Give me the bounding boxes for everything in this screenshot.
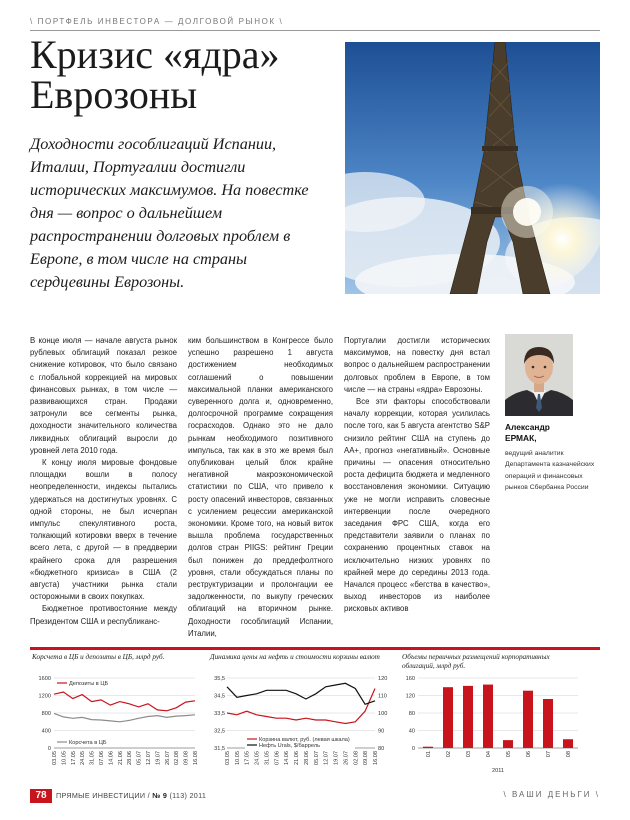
chart-oil-basket [207, 664, 392, 778]
bar [503, 740, 513, 748]
x-tick-label: 07 [546, 751, 552, 758]
section-tag: \ ПОРТФЕЛЬ ИНВЕСТОРА — ДОЛГОВОЙ РЫНОК \ [30, 17, 284, 26]
x-tick-label: 12.07 [146, 751, 152, 765]
y-left-tick-label: 33,5 [214, 711, 225, 717]
bar [523, 691, 533, 748]
x-tick-label: 21.06 [294, 751, 301, 765]
x-tick-label: 21.06 [117, 751, 124, 765]
charts-divider [30, 647, 600, 650]
author-role: ведущий аналитик Департамента казначейских операций и финансовых рынков Сбербанка России [505, 450, 595, 491]
article-column-3 [344, 335, 490, 616]
x-tick-label: 02.08 [353, 751, 360, 765]
article-paragraph: Все эти факторы способствовали началу коррекции, которая усилилась после того, как 5 августа агентство S&P снизило рейтинг США на ступень до АА+, прогноз «негативный». Основные причины — опасения относительно роста дефицита бюджета и медленного восстановления экономики. Ситуацию уже не могли исправить словесные интервенции после очередного заседания ФРС США, когда его представители заявили о планах по сохранению процентных ставок на исключительно низких уровнях по крайней мере до середины 2013 года. Начался процесс «бегства в качество», выход инвесторов из наиболее рисковых активов [344, 397, 490, 614]
series-line-0 [227, 689, 375, 724]
article-paragraph: Бюджетное противостояние между Президентом США и республиканс- [30, 604, 177, 626]
legend-label: Депозиты в ЦБ [69, 681, 109, 687]
article-paragraph: К концу июля мировые фондовые площадки вошли в полосу неопределенности, индексы пытались удержаться на достигнутых уровнях. С одной стороны, не был исчерпан импульс спекулятивного роста, толкающий котировки вверх в течение всего лета, с другой — в преддверии крайнего срока для разрешения «бюджетного кризиса» в США (2 августа) участники рынка стали осторожными в своих покупках. [30, 458, 177, 602]
publication-info [56, 791, 206, 800]
x-tick-label: 09.08 [363, 751, 370, 765]
y-right-tick-label: 120 [378, 676, 388, 682]
y-tick-label: 120 [405, 693, 415, 700]
y-tick-label: 40 [408, 728, 415, 735]
series-line-1 [54, 713, 195, 721]
x-tick-label: 28.06 [127, 751, 134, 765]
author-first-name: Александр [505, 422, 550, 432]
x-tick-label: 01 [426, 751, 432, 758]
article-column-1 [30, 335, 177, 628]
legend-label: Корсчета в ЦБ [69, 740, 107, 746]
x-tick-label: 17.05 [244, 751, 251, 765]
x-tick-label: 06 [526, 751, 532, 758]
x-tick-label: 08 [566, 751, 572, 758]
y-left-tick-label: 34,5 [214, 693, 225, 700]
y-tick-label: 0 [411, 746, 415, 752]
y-right-tick-label: 90 [378, 728, 385, 735]
x-tick-label: 12.07 [323, 751, 330, 765]
x-tick-label: 31.05 [264, 751, 271, 765]
article-paragraph: Португалии достигли исторических максимумов, на повестку дня встал вопрос о дальнейшем распространении долговых проблем в Европе, в том числе — на страны «ядра» Еврозоны. [344, 336, 490, 394]
x-tick-label: 05.07 [136, 751, 143, 765]
y-tick-label: 400 [41, 728, 51, 735]
author-name [505, 422, 600, 444]
y-left-tick-label: 32,5 [214, 728, 225, 735]
x-tick-label: 10.05 [234, 751, 241, 765]
page-title [30, 32, 330, 117]
page-number: 78 [30, 789, 52, 803]
y-right-tick-label: 110 [378, 693, 387, 700]
y-tick-label: 1200 [38, 693, 51, 700]
x-tick-label: 07.06 [274, 751, 281, 765]
series-line-1 [227, 683, 375, 704]
x-tick-label: 02.08 [174, 751, 181, 765]
chart-reserves-deposits [30, 664, 200, 778]
x-tick-label: 14.06 [108, 751, 115, 765]
x-tick-label: 19.07 [333, 751, 340, 765]
y-right-tick-label: 100 [378, 711, 388, 717]
y-left-tick-label: 35,5 [214, 676, 225, 682]
x-tick-label: 10.05 [61, 751, 68, 765]
eiffel-tower-illustration [345, 42, 600, 294]
bar [483, 685, 493, 748]
section-footer: \ ВАШИ ДЕНЬГИ \ [503, 790, 600, 799]
x-tick-label: 02 [446, 751, 452, 758]
x-tick-label: 26.07 [164, 751, 171, 765]
x-tick-label: 16.08 [193, 751, 199, 765]
x-tick-label: 19.07 [155, 751, 162, 765]
issue-number: № 9 [152, 791, 168, 800]
x-tick-label: 31.05 [89, 751, 96, 765]
x-tick-label: 05 [506, 751, 512, 758]
x-tick-label: 03.05 [225, 751, 231, 765]
y-tick-label: 160 [405, 676, 415, 682]
x-tick-label: 24.05 [254, 751, 261, 765]
y-tick-label: 80 [408, 711, 415, 717]
title-line-1: Кризис «ядра» [30, 32, 280, 77]
bar [463, 686, 473, 748]
series-line-0 [54, 692, 195, 711]
x-tick-label: 26.07 [343, 751, 350, 765]
y-right-tick-label: 80 [378, 746, 385, 752]
bar [563, 739, 573, 748]
author-last-name: ЕРМАК, [505, 433, 537, 443]
section-divider [30, 30, 600, 31]
title-line-2: Еврозоны [30, 72, 198, 117]
bar [443, 687, 453, 748]
bar [543, 699, 553, 748]
x-tick-label: 17.05 [70, 751, 77, 765]
x-tick-label: 24.05 [80, 751, 87, 765]
chart-1-title: Корсчета в ЦБ и депозиты в ЦБ, млрд руб. [32, 653, 165, 661]
article-paragraph: В конце июля — начале августа рынок рублевых облигаций показал резкое снижение котировок, что было связано с глобальной коррекцией на мировых финансовых рынках, в том числе — развивающихся стран. Продажи затронули все сегменты рынка, доходности значительного количества ликвидных облигаций выросли до уровней лета 2010 года. [30, 336, 177, 455]
legend-label: Корзина валют, руб. (левая шкала) [259, 737, 350, 743]
x-tick-label: 16.08 [373, 751, 379, 765]
x-tick-label: 03.05 [52, 751, 58, 765]
author-portrait-illustration [505, 334, 573, 416]
lead-paragraph: Доходности гособлигаций Испании, Италии, Португалии достигли исторических максимумов. На повестке дня — вопрос о дальнейшем распространении долговых проблем в Европе, в том числе на страны сердцевины Еврозоны. [30, 135, 309, 291]
eiffel-tower-photo [345, 42, 600, 294]
y-left-tick-label: 31,5 [214, 746, 225, 752]
publication-name: ПРЯМЫЕ ИНВЕСТИЦИИ / [56, 791, 153, 800]
y-tick-label: 1600 [38, 676, 51, 682]
chart-2-title: Динамика цены на нефть и стоимости корзины валют [210, 653, 380, 661]
legend-label: Нефть Urals, $/баррель [259, 743, 320, 749]
x-tick-label: 05.07 [313, 751, 320, 765]
issue-detail: (113) 2011 [167, 791, 207, 800]
chart-corporate-placements [400, 664, 600, 778]
y-tick-label: 800 [41, 711, 51, 717]
x-group-label: 2011 [491, 768, 505, 774]
article-paragraph: ким большинством в Конгрессе было успешно разрешено 1 августа достижением необходимых соглашений о повышении максимальной планки американского суверенного долга и, одновременно, долгосрочной программе сокращения госрасходов. Однако это не дало рынкам необходимого позитивного импульса, так как в это же время был опубликован целый блок крайне негативной макроэкономической статистики по США, что привело к росту опасений инвесторов, связанных с усилением рецессии американской экономики. Кроме того, на новый виток вышла проблема государственных долгов стран PIIGS: рейтинг Греции был понижен до преддефолтного уровня, стали обсуждаться планы по реструктуризации и пролонгации ее задолженности, по выкупу греческих облигаций на вторичном рынке. Доходности гособлигаций Испании, Италии, [188, 336, 333, 638]
x-tick-label: 28.06 [303, 751, 310, 765]
x-tick-label: 04 [486, 751, 492, 758]
chart-3-title: Объемы первичных размещений корпоративных облигаций, млрд руб. [402, 653, 550, 670]
x-tick-label: 07.06 [99, 751, 105, 765]
article-column-2 [188, 335, 333, 640]
x-tick-label: 14.06 [284, 751, 291, 765]
y-tick-label: 0 [47, 746, 51, 752]
author-photo [505, 334, 573, 416]
x-tick-label: 03 [466, 751, 472, 758]
x-tick-label: 09.08 [183, 751, 190, 765]
